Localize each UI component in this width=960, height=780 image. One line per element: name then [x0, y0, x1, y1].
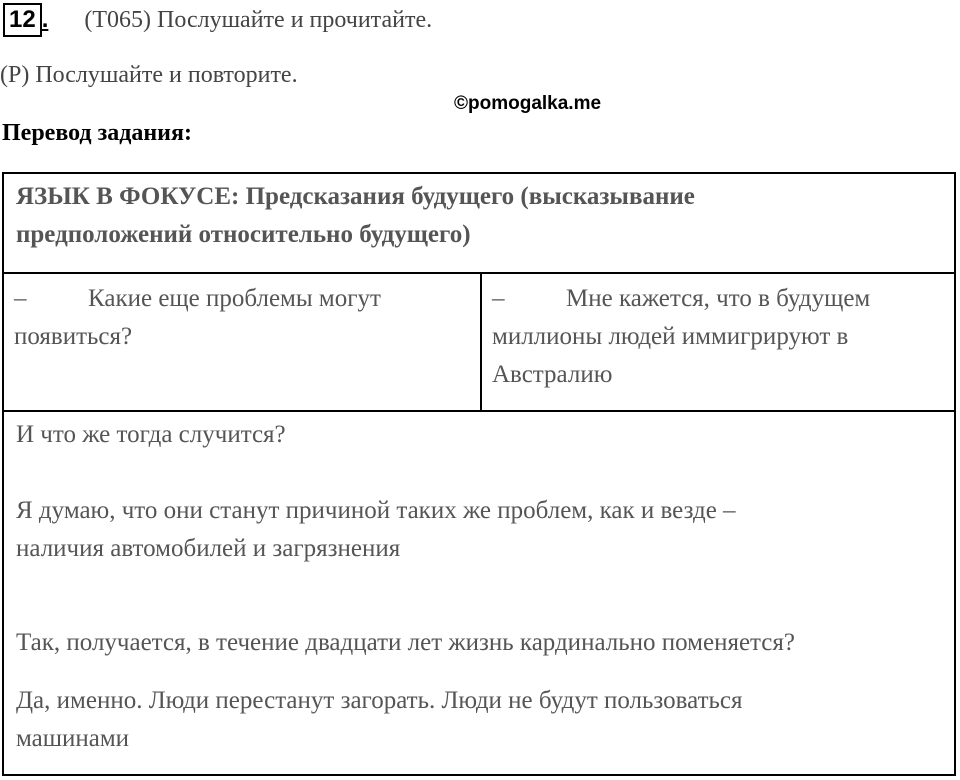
table-title-row [4, 174, 954, 274]
watermark: ©pomogalka.me [454, 93, 602, 114]
translation-table [2, 172, 956, 776]
left-cell-line-1: Какие еще проблемы могут [88, 285, 381, 312]
task-header [0, 2, 432, 38]
table-title-line-2: предположений относительно будущего) [16, 221, 471, 248]
dialogue-answer-1-line-2: наличия автомобилей и загрязнения [16, 535, 401, 562]
dialogue-answer-2-line-1: Да, именно. Люди перестанут загорать. Люди не будут пользоваться [16, 687, 743, 714]
task-number-box: 12 [3, 3, 42, 37]
section-heading: Перевод задания: [2, 120, 192, 146]
right-cell-line-3: Австралию [492, 361, 613, 388]
dash-right: – [492, 285, 505, 312]
dash-left: – [14, 285, 27, 312]
dialogue-question-2: Так, получается, в течение двадцати лет жизнь кардинально поменяется? [16, 629, 795, 656]
right-cell-line-1: Мне кажется, что в будущем [566, 285, 871, 312]
task-instruction: (T065) Послушайте и прочитайте. [84, 6, 433, 33]
dialogue-answer-2-line-2: машинами [16, 725, 130, 752]
table-title-line-1: ЯЗЫК В ФОКУСЕ: Предсказания будущего (высказывание [16, 183, 695, 210]
task-instruction-repeat: (P) Послушайте и повторите. [0, 62, 298, 88]
right-cell-line-2: миллионы людей иммигрируют в [492, 323, 849, 350]
task-number-suffix: . [41, 6, 49, 33]
table-cell-right [482, 274, 954, 412]
dialogue-question-1: И что же тогда случится? [16, 421, 286, 448]
left-cell-line-2: появиться? [14, 323, 133, 350]
dialogue-answer-1-line-1: Я думаю, что они станут причиной таких же проблем, как и везде – [16, 497, 736, 524]
row-divider [4, 410, 954, 412]
table-cell-left [4, 274, 482, 412]
